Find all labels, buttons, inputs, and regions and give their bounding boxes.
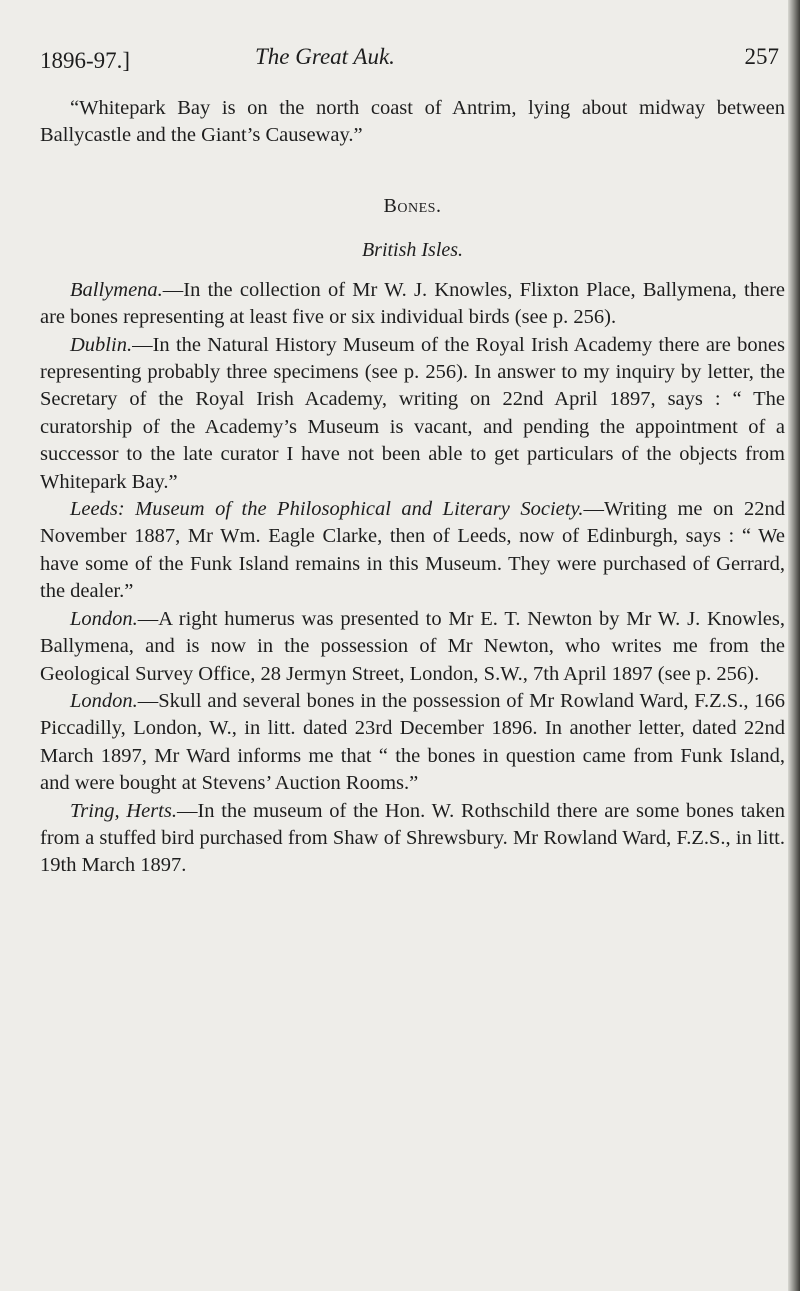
entry-place: Tring, Herts. [70, 799, 177, 822]
entry-place: Dublin. [70, 333, 133, 356]
entry-london-newton [40, 606, 785, 688]
entries-list [40, 277, 785, 880]
entry-leeds [40, 496, 785, 606]
entry-text: —A right humerus was presented to Mr E. T. Newton by Mr W. J. Knowles, Ballymena, and is now in the possession of Mr Newton, who writes me from the Geological Survey Office, 28 Jermyn Street, London, S.W., 7th April 1897 (see p. 256). [40, 607, 785, 685]
running-header [40, 40, 785, 78]
page-number: 257 [744, 44, 779, 69]
book-page [40, 40, 785, 880]
entry-text: —In the Natural History Museum of the Royal Irish Academy there are bones representing probably three specimens (see p. 256). In answer to my inquiry by letter, the Secretary of the Royal Irish Academy, writing on 22nd April 1897, says : “ The curatorship of the Academy’s Museum is vacant, and pending the appointment of a successor to the late curator I have not been able to get particulars of the objects from Whitepark Bay.” [40, 333, 785, 493]
intro-quote: “Whitepark Bay is on the north coast of Antrim, lying about midway between Ballycastle and the Giant’s Causeway.” [40, 97, 785, 147]
entry-tring [40, 798, 785, 880]
entry-place: Leeds: Museum of the Philosophical and Literary Society. [70, 498, 584, 521]
sub-heading: British Isles. [361, 238, 464, 261]
header-date-range: 1896-97.] [40, 48, 131, 73]
entry-text: —Skull and several bones in the possession of Mr Rowland Ward, F.Z.S., 166 Piccadilly, London, W., in litt. dated 23rd December 1896. In another letter, dated 22nd March 1897, Mr Ward informs me that “ the bones in question came from Funk Island, and were bought at Stevens’ Auction Rooms.” [40, 689, 785, 795]
entry-text: —Writing me on 22nd November 1887, Mr Wm. Eagle Clarke, then of Leeds, now of Edinburgh, says : “ We have some of the Funk Island remains in this Museum. They were purchased of Gerrard, the dealer.” [40, 498, 785, 603]
entry-text: —In the museum of the Hon. W. Rothschild there are some bones taken from a stuffed bird purchased from Shaw of Shrewsbury. Mr Rowland Ward, F.Z.S., in litt. 19th March 1897. [40, 799, 785, 877]
entry-ballymena [40, 277, 785, 332]
page-edge-shadow [788, 0, 800, 1291]
entry-place: Ballymena. [70, 278, 163, 301]
entry-text: —In the collection of Mr W. J. Knowles, Flixton Place, Ballymena, there are bones representing at least five or six individual birds (see p. 256). [40, 278, 785, 329]
entry-london-ward [40, 688, 785, 798]
entry-place: London. [70, 689, 138, 712]
entry-place: London. [70, 607, 138, 630]
header-title: The Great Auk. [255, 44, 395, 69]
section-heading: Bones. [383, 194, 442, 217]
entry-dublin [40, 332, 785, 496]
